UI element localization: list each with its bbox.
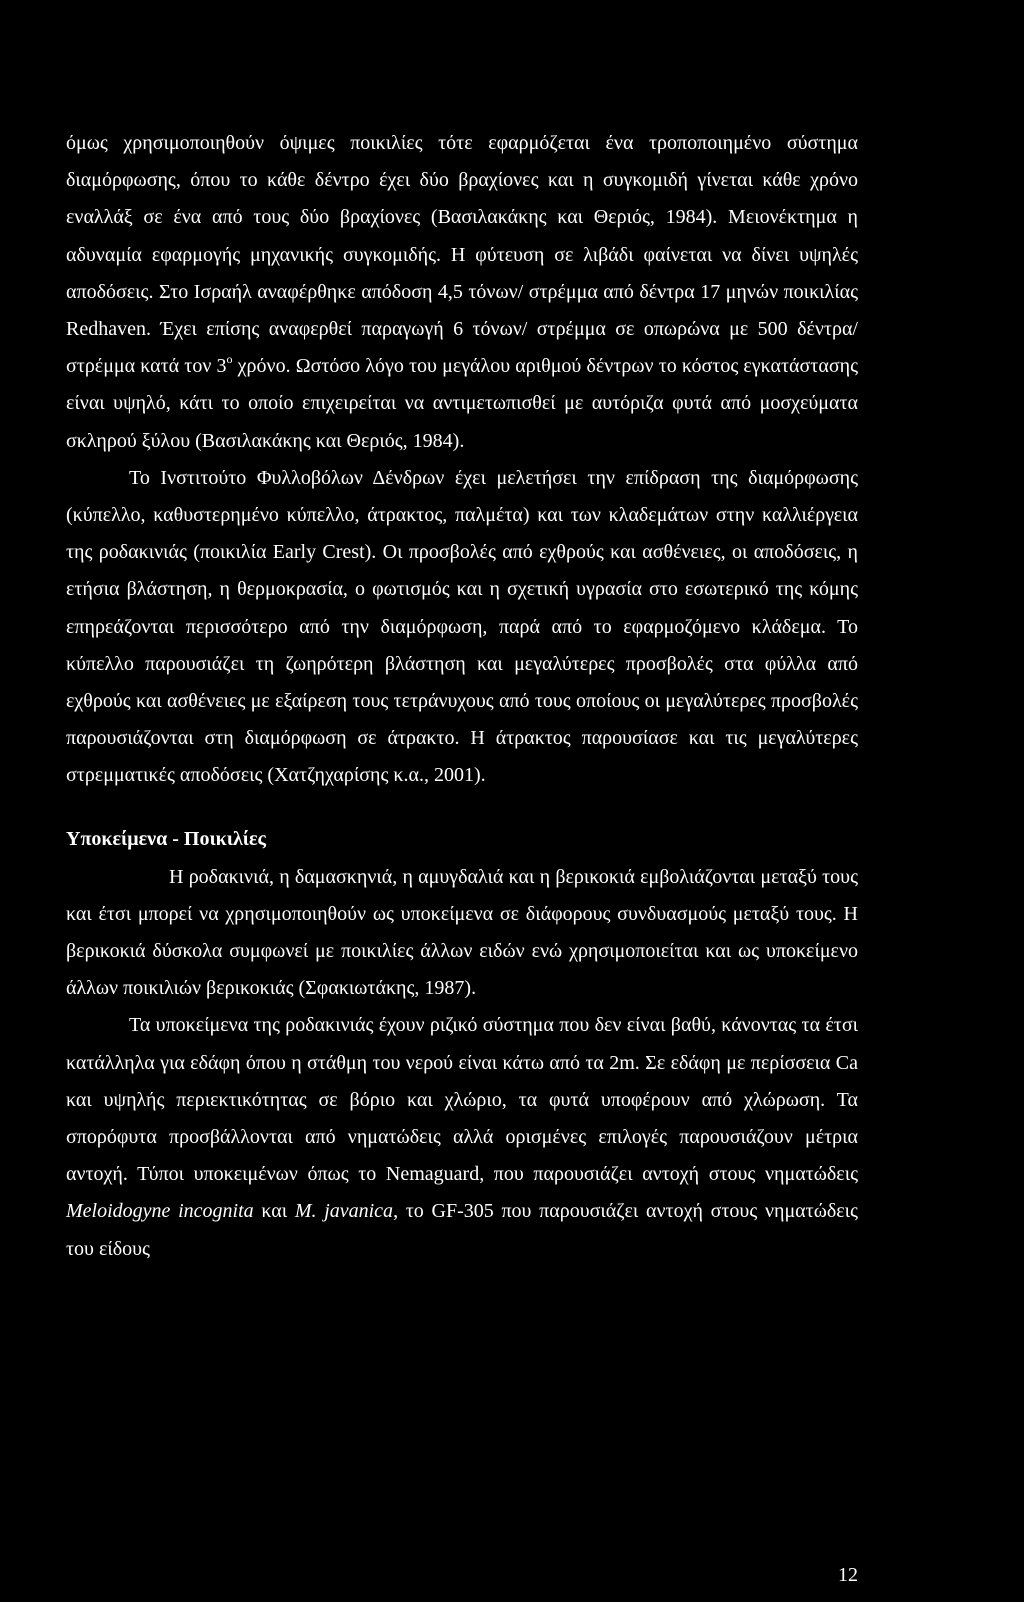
paragraph-3-text: Η ροδακινιά, η δαμασκηνιά, η αμυγδαλιά και η βερικοκιά εμβολιάζονται μεταξύ τους και έτσι μπορεί να χρησιμοποιηθούν ως υποκείμενα σε διάφορους συνδυασμούς μεταξύ τους. Η βερικοκιά δύσκολα συμφωνεί με ποικιλίες άλλων ειδών ενώ χρησιμοποιείται και ως υποκείμενο άλλων ποικιλιών βερικοκιάς (Σφακιωτάκης, 1987).: [66, 865, 858, 1000]
paragraph-4-text-a: Τα υποκείμενα της ροδακινιάς έχουν ριζικό σύστημα που δεν είναι βαθύ, κάνοντας τα έτσι κατάλληλα για εδάφη όπου η στάθμη του νερού είναι κάτω από τα 2m. Σε εδάφη με περίσσεια Ca και υψηλής περιεκτικότητας σε βόριο και χλώριο, τα φυτά υποφέρουν από χλώρωση. Τα σπορόφυτα προσβάλλονται από νηματώδεις αλλά ορισμένες επιλογές παρουσιάζουν μέτρια αντοχή. Τύποι υποκειμένων όπως το Nemaguard, που παρουσιάζει αντοχή στους νηματώδεις: [66, 1014, 858, 1186]
document-body: [66, 125, 858, 1268]
paragraph-1: [66, 125, 858, 460]
paragraph-2: [66, 460, 858, 795]
species-name-2: M. javanica: [294, 1200, 394, 1223]
paragraph-4-text-b: και: [253, 1200, 295, 1223]
page-number: 12: [838, 1564, 858, 1586]
paragraph-4: [66, 1007, 858, 1267]
section-heading: Υποκείμενα - Ποικιλίες: [66, 827, 266, 850]
paragraph-4-text-c: , το GF-305 που παρουσιάζει αντοχή στους νηματώδεις του είδους: [66, 1200, 858, 1260]
paragraph-3: [66, 859, 858, 1008]
paragraph-1-text-a: όμως χρησιμοποιηθούν όψιμες ποικιλίες τότε εφαρμόζεται ένα τροποποιημένο σύστημα διαμόρφωσης, όπου το κάθε δέντρο έχει δύο βραχίονες και η συγκομιδή γίνεται κάθε χρόνο εναλλάξ σε ένα από τους δύο βραχίονες (Βασιλακάκης και Θεριός, 1984). Μειονέκτημα η αδυναμία εφαρμογής μηχανικής συγκομιδής. Η φύτευση σε λιβάδι φαίνεται να δίνει υψηλές αποδόσεις. Στο Ισραήλ αναφέρθηκε απόδοση 4,5 τόνων/ στρέμμα από δέντρα 17 μηνών ποικιλίας Redhaven. Έχει επίσης αναφερθεί παραγωγή 6 τόνων/ στρέμμα σε οπωρώνα με 500 δέντρα/ στρέμμα κατά τον 3: [66, 132, 858, 378]
paragraph-2-text: Το Ινστιτούτο Φυλλοβόλων Δένδρων έχει μελετήσει την επίδραση της διαμόρφωσης (κύπελλο, καθυστερημένο κύπελλο, άτρακτος, παλμέτα) και των κλαδεμάτων στην καλλιέργεια της ροδακινιάς (ποικιλία Early Crest). Οι προσβολές από εχθρούς και ασθένειες, οι αποδόσεις, η ετήσια βλάστηση, η θερμοκρασία, ο φωτισμός και η σχετική υγρασία στο εσωτερικό της κόμης επηρεάζονται περισσότερο από την διαμόρφωση, παρά από το εφαρμοζόμενο κλάδεμα. Το κύπελλο παρουσιάζει τη ζωηρότερη βλάστηση και μεγαλύτερες προσβολές στα φύλλα από εχθρούς και ασθένειες με εξαίρεση τους τετράνυχους από τους οποίους οι μεγαλύτερες προσβολές παρουσιάζονται στη διαμόρφωση σε άτρακτο. Η άτρακτος παρουσίασε και τις μεγαλύτερες στρεμματικές αποδόσεις (Χατζηχαρίσης κ.α., 2001).: [66, 466, 858, 787]
species-name-1: Meloidogyne incognita: [66, 1200, 254, 1223]
ordinal-superscript: o: [226, 351, 233, 366]
paragraph-1-text-b: χρόνο. Ωστόσο λόγο του μεγάλου αριθμού δέντρων το κόστος εγκατάστασης είναι υψηλό, κάτι το οποίο επιχειρείται να αντιμετωπισθεί με αυτόριζα φυτά από μοσχεύματα σκληρού ξύλου (Βασιλακάκης και Θεριός, 1984).: [66, 355, 858, 452]
